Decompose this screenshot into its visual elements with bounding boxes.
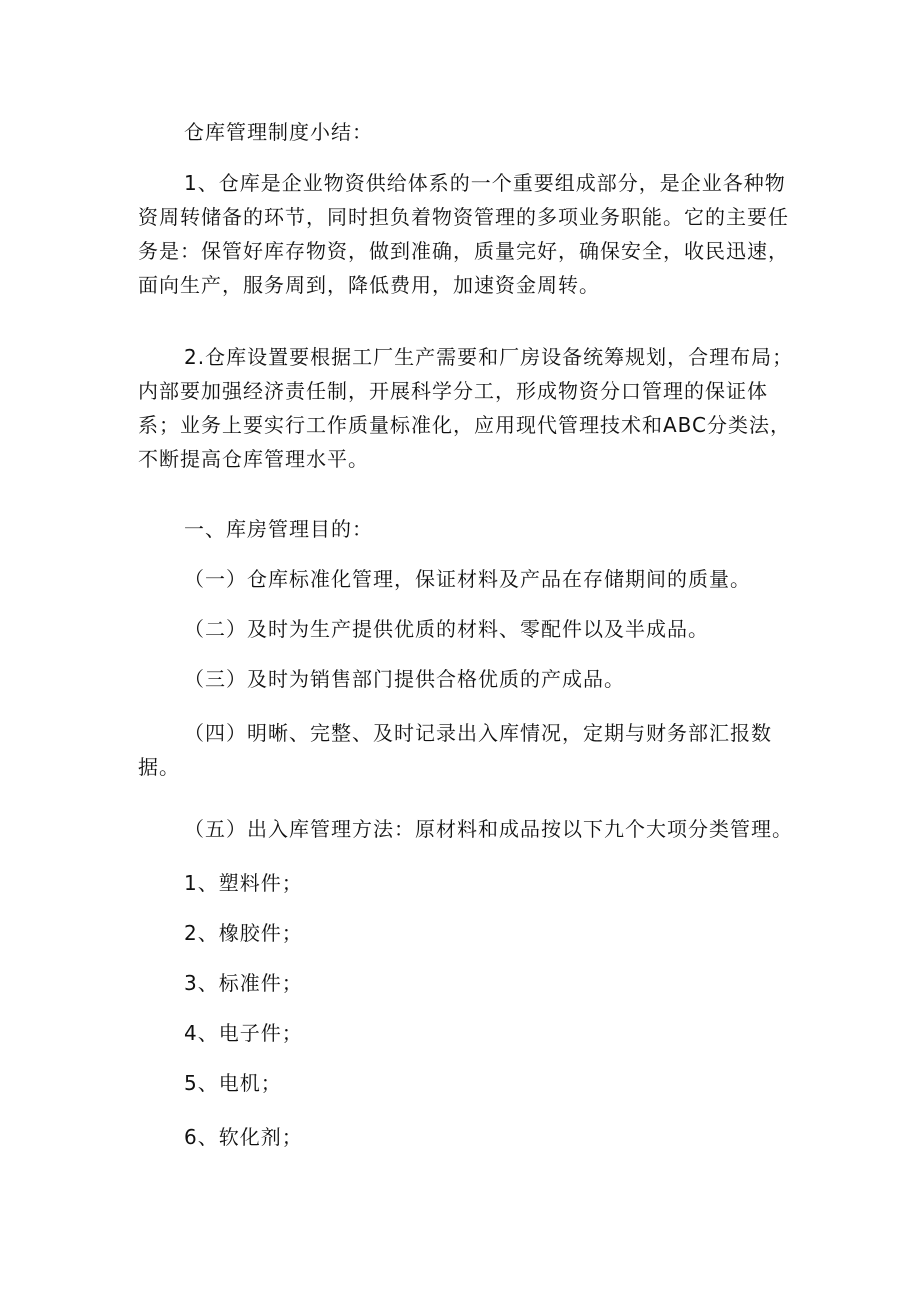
list-item: 2、橡胶件；	[184, 921, 303, 945]
list-item: 5、电机；	[184, 1071, 282, 1095]
list-item: 4、电子件；	[184, 1021, 303, 1045]
goal-item-2: （二）及时为生产提供优质的材料、零配件以及半成品。	[184, 617, 709, 641]
goal-item-1: （一）仓库标准化管理，保证材料及产品在存储期间的质量。	[184, 567, 751, 591]
goal-item-3: （三）及时为销售部门提供合格优质的产成品。	[184, 667, 625, 691]
goal-item-5: （五）出入库管理方法：原材料和成品按以下九个大项分类管理。	[184, 817, 793, 841]
paragraph-1: 1、仓库是企业物资供给体系的一个重要组成部分，是企业各种物资周转储备的环节，同时担负着物资管理的多项业务职能。它的主要任务是：保管好库存物资，做到准确，质量完好，确保安全，收民迅速，面向生产，服务周到，降低费用，加速资金周转。	[138, 171, 789, 297]
list-item: 6、软化剂；	[184, 1125, 303, 1149]
section-title: 一、库房管理目的：	[184, 517, 373, 541]
list-item: 3、标准件；	[184, 971, 303, 995]
goal-item-4: （四）明晰、完整、及时记录出入库情况，定期与财务部汇报数据。	[138, 721, 772, 779]
document-heading: 仓库管理制度小结：	[184, 120, 373, 144]
list-item: 1、塑料件；	[184, 871, 303, 895]
paragraph-2: 2.仓库设置要根据工厂生产需要和厂房设备统筹规划，合理布局；内部要加强经济责任制，开展科学分工，形成物资分口管理的保证体系；业务上要实行工作质量标准化，应用现代管理技术和ABC分类法，不断提高仓库管理水平。	[138, 345, 794, 471]
